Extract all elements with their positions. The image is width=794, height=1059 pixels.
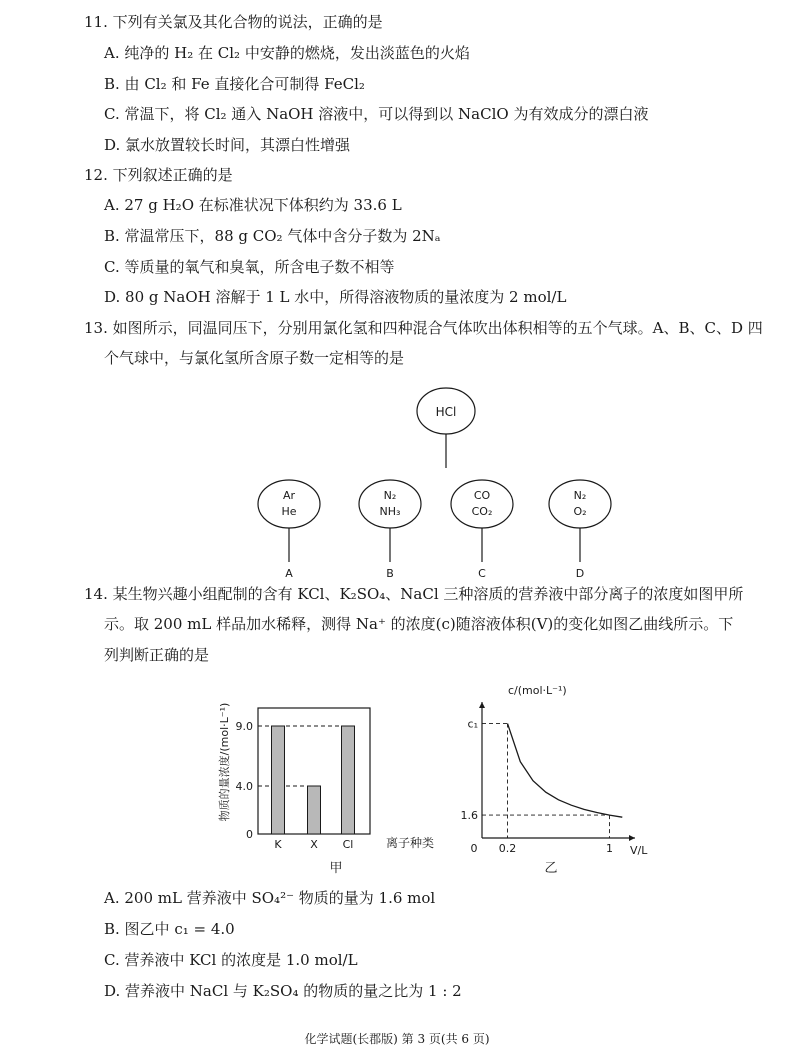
yi-x-arrow (629, 835, 635, 841)
balloon-a-gas2: He (281, 505, 297, 518)
q11-option-b: B. 由 Cl₂ 和 Fe 直接化合可制得 FeCl₂ (104, 75, 365, 93)
jia-ytick-label: 9.0 (235, 720, 253, 733)
q14-stem-line3: 列判断正确的是 (104, 646, 210, 664)
jia-xtick-label: K (274, 838, 282, 851)
yi-y-arrow (479, 702, 485, 708)
balloon-d (549, 480, 611, 528)
balloon-c-label: C (478, 567, 486, 580)
q14-option-b: B. 图乙中 c₁ = 4.0 (104, 920, 235, 938)
q11-option-d: D. 氯水放置较长时间，其漂白性增强 (104, 136, 351, 154)
q12-option-c: C. 等质量的氧气和臭氧，所含电子数不相等 (104, 258, 395, 276)
q14-stem-line2: 示。取 200 mL 样品加水稀释，测得 Na⁺ 的浓度(c)随溶液体积(V)的变化如图乙曲线所示。下 (104, 615, 734, 633)
jia-bar (272, 726, 285, 834)
balloon-c-gas2: CO₂ (471, 505, 493, 518)
q12-option-d: D. 80 g NaOH 溶解于 1 L 水中，所得溶液物质的量浓度为 2 mol/L (104, 288, 567, 306)
yi-ylabel: c/(mol·L⁻¹) (508, 684, 567, 697)
jia-bar (342, 726, 355, 834)
balloon-b-label: B (386, 567, 394, 580)
balloon-b-gas2: NH₃ (379, 505, 401, 518)
jia-ytick-label: 0 (246, 828, 253, 841)
yi-xtick-label: 1 (606, 842, 613, 855)
jia-xlabel: 离子种类 (385, 836, 435, 850)
jia-ylabel: 物质的量浓度/(mol·L⁻¹) (218, 702, 231, 822)
q14-option-a: A. 200 mL 营养液中 SO₄²⁻ 物质的量为 1.6 mol (104, 889, 436, 907)
balloon-b-gas1: N₂ (383, 489, 397, 502)
jia-ytick-label: 4.0 (235, 780, 253, 793)
jia-title: 甲 (329, 861, 343, 876)
jia-xtick-label: Cl (342, 838, 354, 851)
q13-stem-line1: 13. 如图所示，同温同压下，分别用氯化氢和四种混合气体吹出体积相等的五个气球。A、B、C、D 四 (84, 319, 763, 337)
yi-ytick-label: 1.6 (460, 809, 478, 823)
q11-option-c: C. 常温下，将 Cl₂ 通入 NaOH 溶液中，可以得到以 NaClO 为有效成分的漂白液 (104, 105, 649, 123)
q11-option-a: A. 纯净的 H₂ 在 Cl₂ 中安静的燃烧，发出淡蓝色的火焰 (104, 44, 470, 62)
q12-option-a: A. 27 g H₂O 在标准状况下体积约为 33.6 L (104, 196, 402, 214)
balloon-d-gas2: O₂ (573, 505, 587, 518)
page-footer: 化学试题(长郡版) 第 3 页(共 6 页) (304, 1032, 490, 1046)
chart-jia (210, 680, 450, 880)
q14-option-d: D. 营养液中 NaCl 与 K₂SO₄ 的物质的量之比为 1 : 2 (104, 982, 462, 1000)
q12-option-b: B. 常温常压下，88 g CO₂ 气体中含分子数为 2Nₐ (104, 227, 441, 245)
yi-xtick-label: 0.2 (498, 842, 517, 855)
q14-option-c: C. 营养液中 KCl 的浓度是 1.0 mol/L (104, 951, 358, 969)
balloon-a-gas1: Ar (282, 489, 296, 502)
q14-stem-line1: 14. 某生物兴趣小组配制的含有 KCl、K₂SO₄、NaCl 三种溶质的营养液中部分离子的浓度如图甲所 (84, 585, 744, 603)
balloon-d-gas1: N₂ (573, 489, 587, 502)
chart-yi (460, 680, 660, 880)
balloon-a (258, 480, 320, 528)
hcl-label: HCl (435, 405, 457, 419)
balloon-c (451, 480, 513, 528)
q11-stem: 11. 下列有关氯及其化合物的说法，正确的是 (84, 13, 383, 31)
q13-stem-line2: 个气球中，与氯化氢所含原子数一定相等的是 (104, 349, 405, 367)
jia-xtick-label: X (310, 838, 318, 851)
yi-curve (508, 724, 623, 818)
balloon-d-label: D (575, 567, 585, 580)
balloon-b (359, 480, 421, 528)
balloon-a-label: A (285, 567, 293, 580)
yi-ytick-label: c₁ (467, 717, 478, 731)
q12-stem: 12. 下列叙述正确的是 (84, 166, 233, 184)
balloon-c-gas1: CO (473, 489, 491, 502)
yi-xtick-label: 0 (470, 842, 478, 855)
yi-title: 乙 (544, 861, 558, 876)
yi-xlabel: V/L (630, 844, 648, 857)
jia-bar (308, 786, 321, 834)
